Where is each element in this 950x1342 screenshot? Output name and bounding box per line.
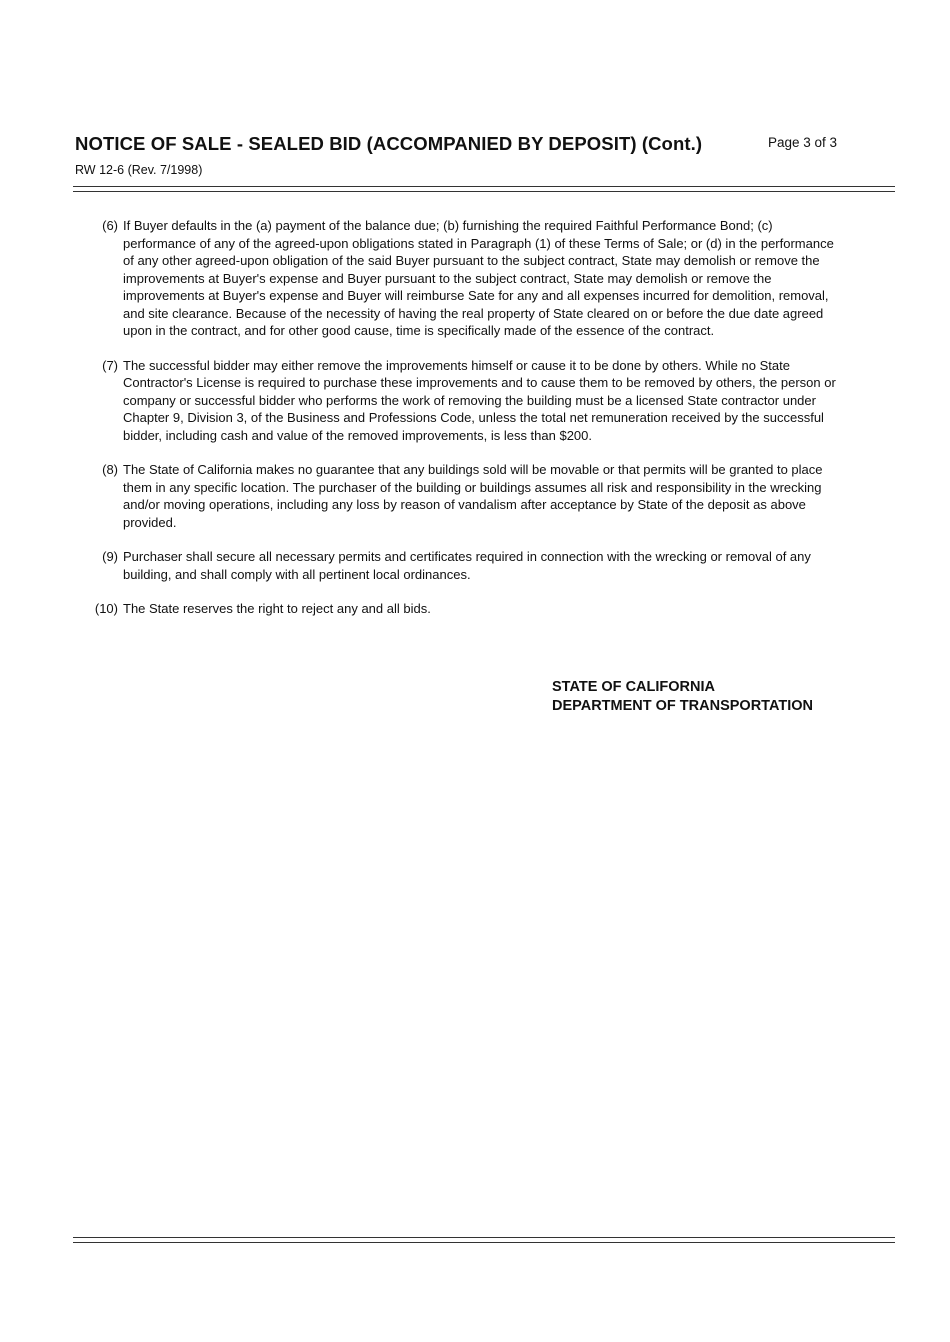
- paragraph-8: [75, 461, 845, 531]
- paragraph-text: If Buyer defaults in the (a) payment of the balance due; (b) furnishing the required Faithful Performance Bond; (c) performance of any of the agreed-upon obligations stated in Paragraph (1) of these Terms of Sale; or (d) in the performance of any other agreed-upon obligation of the said Buyer pursuant to the subject contract, State may demolish or remove the improvements at Buyer's expense and Buyer pursuant to the subject contract, State may demolish or remove the improvements at Buyer's expense and Buyer will reimburse Sate for any and all expenses incurred for demolition, removal, and site clearance. Because of the necessity of having the real property of State cleared on or before the due date agreed upon in the contract, and for other good cause, time is specifically made of the essence of the contract.: [123, 218, 834, 338]
- paragraph-6: [75, 217, 845, 340]
- paragraph-list: [75, 217, 845, 635]
- footer-rule-top: [73, 1237, 895, 1238]
- form-identifier: RW 12-6 (Rev. 7/1998): [75, 163, 203, 177]
- signature-block: [552, 678, 813, 715]
- paragraph-10: [75, 600, 845, 618]
- header-rule-bottom: [73, 191, 895, 192]
- signature-line-department: DEPARTMENT OF TRANSPORTATION: [552, 697, 813, 714]
- document-title: NOTICE OF SALE - SEALED BID (ACCOMPANIED BY DEPOSIT) (Cont.): [75, 133, 703, 154]
- paragraph-9: [75, 548, 845, 583]
- signature-line-state: STATE OF CALIFORNIA: [552, 679, 715, 695]
- paragraph-number: (10): [94, 601, 118, 616]
- paragraph-text: The State reserves the right to reject any and all bids.: [123, 601, 431, 616]
- paragraph-7: [75, 357, 845, 445]
- paragraph-number: (8): [102, 462, 118, 477]
- paragraph-number: (7): [102, 357, 118, 373]
- paragraph-number: (9): [102, 549, 118, 564]
- paragraph-text: The successful bidder may either remove the improvements himself or cause it to be done by others. While no State Contractor's License is required to purchase these improvements and to cause them to be removed by others, the person or company or successful bidder who performs the work of removing the building must be a licensed State contractor under Chapter 9, Division 3, of the Business and Professions Code, unless the total net remuneration received by the successful bidder, including cash and value of the removed improvements, is less than $200.: [123, 357, 836, 443]
- paragraph-number: (6): [102, 218, 118, 233]
- page-number: Page 3 of 3: [768, 135, 838, 150]
- header-rule-top: [73, 186, 895, 187]
- footer-rule-bottom: [73, 1242, 895, 1243]
- paragraph-text: The State of California makes no guarantee that any buildings sold will be movable or that permits will be granted to place them in any specific location. The purchaser of the building or buildings assumes all risk and responsibility in the wrecking and/or moving operations, including any loss by reason of vandalism after acceptance by State of the deposit as above provided.: [123, 462, 823, 530]
- paragraph-text: Purchaser shall secure all necessary permits and certificates required in connection with the wrecking or removal of any building, and shall comply with all pertinent local ordinances.: [123, 549, 811, 582]
